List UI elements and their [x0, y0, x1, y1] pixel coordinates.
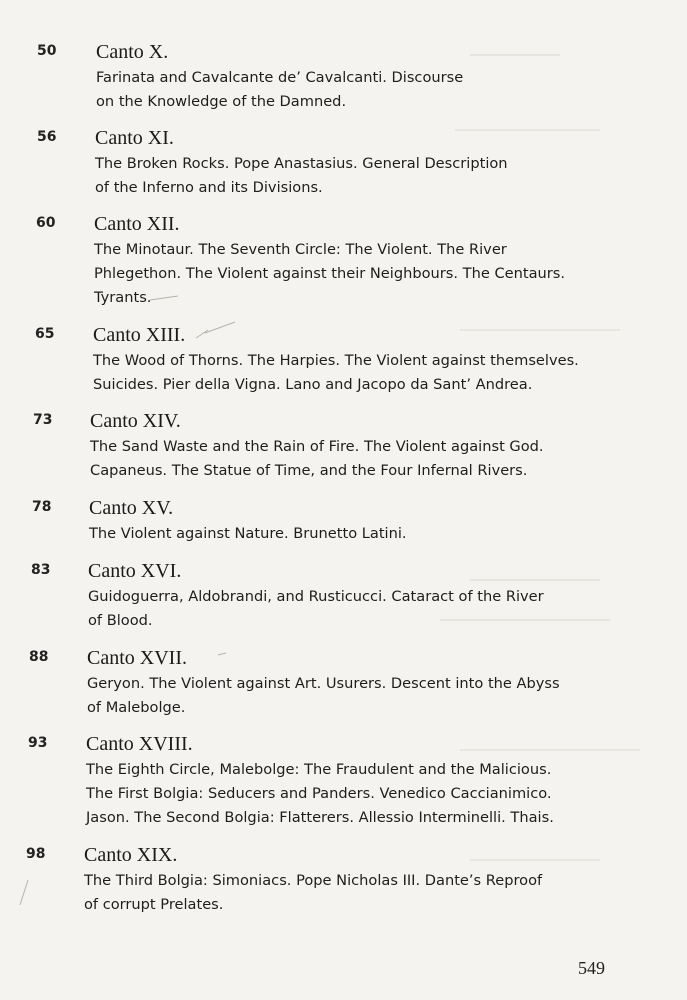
- canto-description-line: Farinata and Cavalcante de’ Cavalcanti. Discourse: [96, 69, 464, 86]
- canto-description-line: on the Knowledge of the Damned.: [96, 93, 347, 110]
- entry-body: [88, 559, 544, 633]
- canto-description-line: Suicides. Pier della Vigna. Lano and Jacopo da Sant’ Andrea.: [93, 376, 533, 393]
- entry-body: [86, 732, 554, 830]
- canto-title: Canto XI.: [95, 127, 174, 149]
- folio-page-number: 549: [578, 958, 605, 978]
- canto-description-line: of Malebolge.: [87, 699, 186, 716]
- entry-body: [96, 40, 463, 114]
- page-number: 78: [32, 499, 52, 515]
- page-number: 65: [35, 326, 55, 342]
- canto-description-line: The Minotaur. The Seventh Circle: The Violent. The River: [94, 241, 507, 258]
- canto-description-line: The First Bolgia: Seducers and Panders. Venedico Caccianimico.: [86, 785, 552, 802]
- canto-description-line: The Wood of Thorns. The Harpies. The Violent against themselves.: [93, 352, 579, 369]
- page-number: 60: [36, 215, 56, 231]
- page-number: 50: [37, 43, 57, 59]
- page-number: 56: [37, 129, 57, 145]
- canto-title: Canto X.: [96, 41, 169, 63]
- entry-body: [94, 212, 565, 310]
- canto-description-line: of corrupt Prelates.: [84, 896, 224, 913]
- canto-description-line: Geryon. The Violent against Art. Usurers. Descent into the Abyss: [87, 675, 560, 692]
- canto-title: Canto XVIII.: [86, 733, 193, 755]
- page-number: 93: [28, 735, 48, 751]
- canto-title: Canto XIX.: [84, 844, 178, 866]
- entry-body: [89, 496, 407, 546]
- canto-title: Canto XVII.: [87, 647, 187, 669]
- page-number: 88: [29, 649, 49, 665]
- page-number: 83: [31, 562, 51, 578]
- canto-title: Canto XV.: [89, 497, 174, 519]
- canto-title: Canto XII.: [94, 213, 180, 235]
- page-number: 73: [33, 412, 53, 428]
- page-number: 98: [26, 846, 46, 862]
- canto-description-line: The Sand Waste and the Rain of Fire. The Violent against God.: [90, 438, 544, 455]
- canto-description-line: The Eighth Circle, Malebolge: The Fraudulent and the Malicious.: [86, 761, 552, 778]
- canto-description-line: of the Inferno and its Divisions.: [95, 179, 323, 196]
- canto-description-line: Phlegethon. The Violent against their Neighbours. The Centaurs.: [94, 265, 566, 282]
- canto-description-line: Tyrants.: [94, 289, 152, 306]
- entry-body: [95, 126, 508, 200]
- canto-title: Canto XIII.: [93, 324, 186, 346]
- canto-description-line: Guidoguerra, Aldobrandi, and Rusticucci. Cataract of the River: [88, 588, 544, 605]
- canto-description-line: of Blood.: [88, 612, 153, 629]
- entry-body: [84, 843, 542, 917]
- entry-body: [93, 323, 579, 397]
- canto-description-line: Capaneus. The Statue of Time, and the Four Infernal Rivers.: [90, 462, 528, 479]
- canto-title: Canto XVI.: [88, 560, 182, 582]
- canto-description-line: The Violent against Nature. Brunetto Latini.: [89, 525, 407, 542]
- entry-body: [87, 646, 560, 720]
- entry-body: [90, 409, 544, 483]
- canto-description-line: Jason. The Second Bolgia: Flatterers. Allessio Interminelli. Thais.: [86, 809, 554, 826]
- canto-description-line: The Broken Rocks. Pope Anastasius. General Description: [95, 155, 508, 172]
- canto-title: Canto XIV.: [90, 410, 181, 432]
- canto-description-line: The Third Bolgia: Simoniacs. Pope Nicholas III. Dante’s Reproof: [84, 872, 543, 889]
